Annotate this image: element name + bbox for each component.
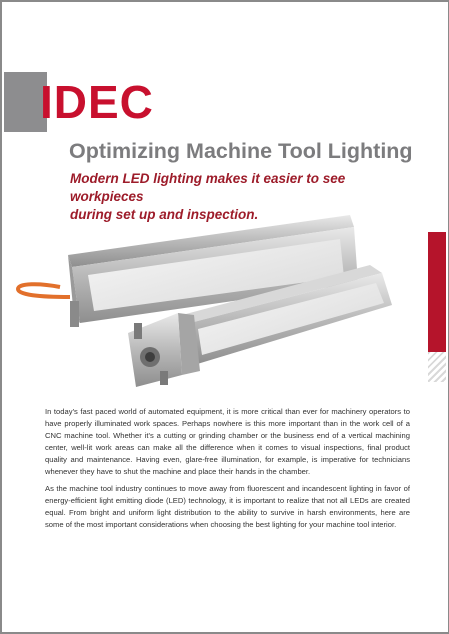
idec-logo [40,76,154,128]
side-accent-bar [428,232,446,352]
logo-text: IDEC [40,76,154,128]
body-text [45,406,410,536]
side-stripe-pattern [428,352,446,382]
subtitle-line-2: during set up and inspection. [70,207,259,222]
body-paragraph-2: As the machine tool industry continues to move away from fluorescent and incandescent lighting in favor of energy-efficient light emitting diode (LED) technology, it is important to realize that not all LEDs are created equal. From bright and uniform light distribution to the ability to survive in harsh environments, here are some of the most important considerations when choosing the best lighting for your machine tool interior. [45,484,410,529]
body-paragraph-1: In today’s fast paced world of automated equipment, it is more critical than ever for machinery operators to have properly illuminated work spaces. Perhaps nowhere is this more important than in the work cell of a CNC machine tool. Whether it’s a cutting or grinding chamber or the business end of a vertical machining center, well-lit work areas can make all the difference when it comes to visual inspections, final product quality and maintenance. Having even, glare-free illumination, for example, is imperative for technicians whenever they have to shut the machine and place their hands in the chamber. [45,407,410,476]
page-title: Optimizing Machine Tool Lighting [69,139,413,163]
subtitle-line-1: Modern LED lighting makes it easier to see workpieces [70,171,346,204]
led-light-bars-product-photo [10,205,430,395]
